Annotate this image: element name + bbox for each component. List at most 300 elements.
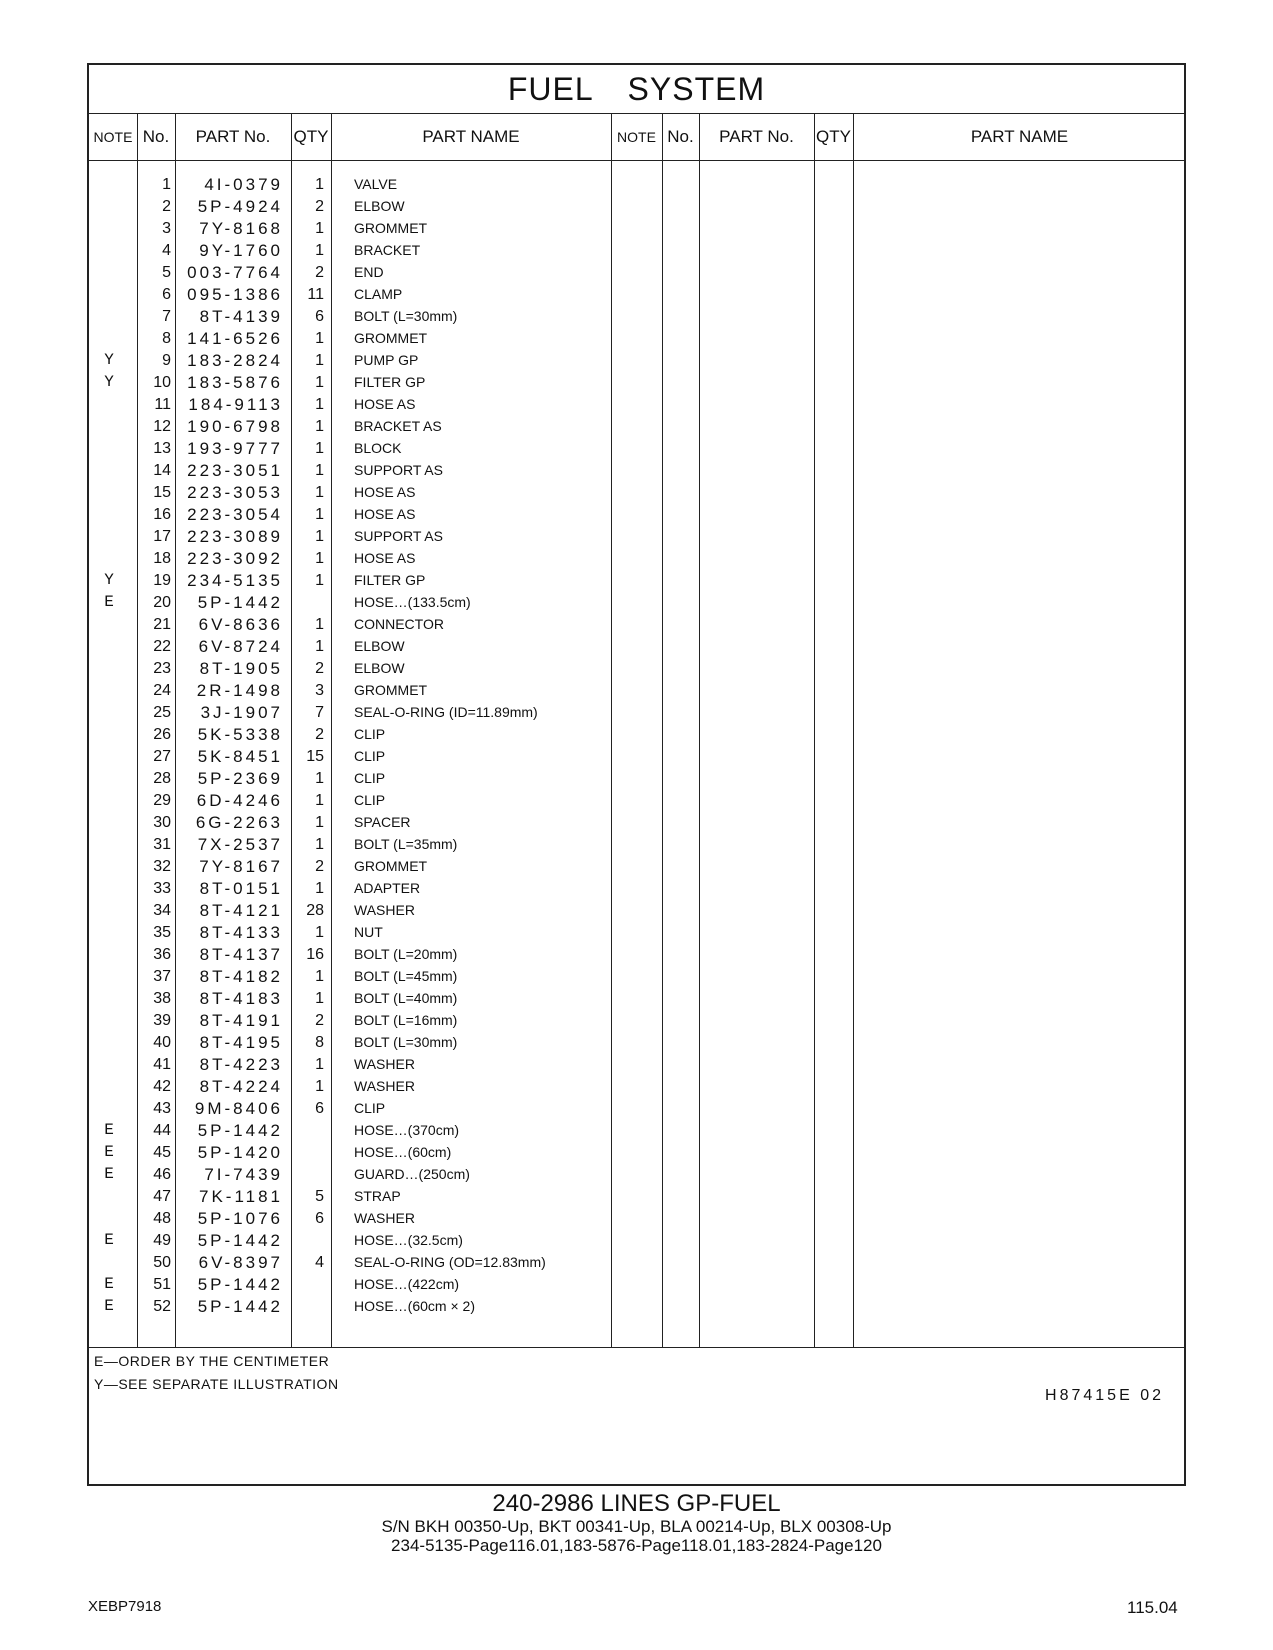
caption-serial-numbers: S/N BKH 00350-Up, BKT 00341-Up, BLA 00214-Up, BLX 00308-Up: [381, 1517, 892, 1536]
part-number-cell: 8T-4191: [199, 1011, 283, 1030]
quantity-cell: 1: [315, 506, 324, 523]
table-row: [89, 437, 611, 460]
quantity-cell: 6: [315, 1100, 324, 1117]
part-name-cell: HOSE…(422cm): [354, 1276, 460, 1292]
note-cell: [89, 701, 129, 724]
table-row: [89, 503, 611, 526]
quantity-cell: 1: [315, 836, 324, 853]
note-cell: Y: [104, 351, 114, 369]
item-number-cell: 15: [153, 484, 171, 501]
quantity-cell: 1: [315, 418, 324, 435]
table-row: [89, 349, 611, 372]
quantity-cell: 1: [315, 1056, 324, 1073]
item-number-cell: 40: [153, 1034, 171, 1051]
part-number-cell: 6V-8397: [198, 1253, 283, 1272]
part-name-cell: BOLT (L=16mm): [354, 1012, 458, 1028]
column-divider: [662, 113, 663, 1347]
part-number-cell: 7X-2537: [197, 835, 283, 854]
part-name-cell: CLIP: [354, 748, 386, 764]
part-number-cell: 8T-4133: [199, 923, 283, 942]
part-number-cell: 7Y-8167: [199, 857, 283, 876]
part-name-cell: BOLT (L=20mm): [354, 946, 458, 962]
note-cell: [89, 217, 129, 240]
item-number-cell: 7: [162, 308, 171, 325]
part-number-cell: 8T-4224: [199, 1077, 283, 1096]
item-number-cell: 3: [162, 220, 171, 237]
part-number-cell: 8T-4195: [199, 1033, 283, 1052]
note-cell: [89, 1031, 129, 1054]
note-cell: Y: [104, 571, 114, 589]
quantity-cell: 4: [315, 1254, 324, 1271]
part-name-cell: WASHER: [354, 1056, 415, 1072]
table-row: [89, 305, 611, 328]
part-number-cell: 8T-4182: [199, 967, 283, 986]
part-number-cell: 5P-1442: [197, 1275, 283, 1294]
quantity-cell: 1: [315, 374, 324, 391]
part-number-cell: 7I-7439: [204, 1165, 283, 1184]
quantity-cell: 6: [315, 308, 324, 325]
table-row: [89, 547, 611, 570]
note-cell: [89, 635, 129, 658]
quantity-cell: 1: [315, 770, 324, 787]
table-row: [89, 195, 611, 218]
header-note-right: NOTE: [617, 129, 656, 145]
quantity-cell: 16: [306, 946, 324, 963]
part-number-cell: 2R-1498: [196, 681, 283, 700]
quantity-cell: 1: [315, 880, 324, 897]
note-cell: [89, 481, 129, 504]
note-cell: [89, 613, 129, 636]
item-number-cell: 10: [153, 374, 171, 391]
part-number-cell: 8T-0151: [199, 879, 283, 898]
column-divider: [853, 113, 854, 1347]
part-number-cell: 3J-1907: [200, 703, 283, 722]
part-name-cell: HOSE…(60cm): [354, 1144, 452, 1160]
part-name-cell: BOLT (L=40mm): [354, 990, 458, 1006]
note-cell: E: [104, 1165, 114, 1183]
quantity-cell: 7: [315, 704, 324, 721]
note-cell: [89, 1251, 129, 1274]
table-row: [89, 591, 611, 614]
note-cell: [89, 855, 129, 878]
quantity-cell: 1: [315, 572, 324, 589]
note-cell: [89, 283, 129, 306]
quantity-cell: 15: [306, 748, 324, 765]
title-word-2: SYSTEM: [627, 71, 766, 107]
quantity-cell: 2: [315, 264, 324, 281]
table-row: [89, 679, 611, 702]
item-number-cell: 20: [153, 594, 171, 611]
item-number-cell: 9: [162, 352, 171, 369]
item-number-cell: 13: [153, 440, 171, 457]
table-row: [89, 1163, 611, 1186]
part-number-cell: 5P-1442: [197, 1297, 283, 1316]
part-name-cell: ADAPTER: [354, 880, 421, 896]
part-number-cell: 7Y-8168: [199, 219, 283, 238]
item-number-cell: 45: [153, 1144, 171, 1161]
note-cell: [89, 987, 129, 1010]
item-number-cell: 17: [153, 528, 171, 545]
quantity-cell: 2: [315, 1012, 324, 1029]
item-number-cell: 18: [153, 550, 171, 567]
note-cell: [89, 657, 129, 680]
part-number-cell: 223-3051: [187, 461, 283, 480]
note-cell: E: [104, 1143, 114, 1161]
part-name-cell: FILTER GP: [354, 572, 426, 588]
table-row: [89, 811, 611, 834]
header-partno-right: PART No.: [719, 127, 794, 146]
item-number-cell: 6: [162, 286, 171, 303]
quantity-cell: 28: [306, 902, 324, 919]
column-divider: [699, 113, 700, 1347]
table-row: [89, 1119, 611, 1142]
part-name-cell: SEAL-O-RING (OD=12.83mm): [354, 1254, 546, 1270]
item-number-cell: 32: [153, 858, 171, 875]
note-cell: [89, 503, 129, 526]
quantity-cell: 1: [315, 440, 324, 457]
part-number-cell: 223-3092: [187, 549, 283, 568]
table-row: [89, 569, 611, 592]
quantity-cell: 8: [315, 1034, 324, 1051]
item-number-cell: 34: [153, 902, 171, 919]
item-number-cell: 48: [153, 1210, 171, 1227]
note-cell: E: [104, 593, 114, 611]
item-number-cell: 30: [153, 814, 171, 831]
note-cell: [89, 1075, 129, 1098]
part-number-cell: 223-3054: [187, 505, 283, 524]
footnote-e: E—ORDER BY THE CENTIMETER: [94, 1353, 330, 1369]
part-name-cell: BOLT (L=30mm): [354, 1034, 458, 1050]
table-row: [89, 987, 611, 1010]
item-number-cell: 52: [153, 1298, 171, 1315]
quantity-cell: 6: [315, 1210, 324, 1227]
table-row: [89, 1097, 611, 1120]
item-number-cell: 21: [153, 616, 171, 633]
note-cell: [89, 679, 129, 702]
quantity-cell: [292, 1163, 324, 1186]
quantity-cell: 1: [315, 990, 324, 1007]
note-cell: [89, 305, 129, 328]
item-number-cell: 19: [153, 572, 171, 589]
table-row: [89, 745, 611, 768]
item-number-cell: 39: [153, 1012, 171, 1029]
table-row: [89, 1207, 611, 1230]
part-name-cell: CLIP: [354, 792, 386, 808]
table-row: [89, 327, 611, 350]
part-number-cell: 5P-1420: [197, 1143, 283, 1162]
note-cell: E: [104, 1231, 114, 1249]
part-number-cell: 8T-4137: [199, 945, 283, 964]
table-title: [89, 65, 1184, 114]
item-number-cell: 35: [153, 924, 171, 941]
part-name-cell: HOSE…(133.5cm): [354, 594, 471, 610]
item-number-cell: 43: [153, 1100, 171, 1117]
table-row: [89, 459, 611, 482]
item-number-cell: 11: [154, 396, 171, 413]
item-number-cell: 4: [162, 242, 171, 259]
part-name-cell: BRACKET: [354, 242, 421, 258]
table-row: [89, 1229, 611, 1252]
quantity-cell: 1: [315, 330, 324, 347]
quantity-cell: [292, 1119, 324, 1142]
part-name-cell: GROMMET: [354, 682, 428, 698]
part-name-cell: SUPPORT AS: [354, 528, 443, 544]
table-row: [89, 701, 611, 724]
note-cell: [89, 1185, 129, 1208]
table-row: [89, 833, 611, 856]
part-name-cell: GROMMET: [354, 330, 428, 346]
note-cell: [89, 921, 129, 944]
part-name-cell: SUPPORT AS: [354, 462, 443, 478]
item-number-cell: 49: [153, 1232, 171, 1249]
part-name-cell: GUARD…(250cm): [354, 1166, 470, 1182]
part-name-cell: FILTER GP: [354, 374, 426, 390]
part-number-cell: 5K-5338: [197, 725, 283, 744]
item-number-cell: 42: [153, 1078, 171, 1095]
table-row: [89, 1295, 611, 1318]
item-number-cell: 38: [153, 990, 171, 1007]
item-number-cell: 8: [162, 330, 171, 347]
part-name-cell: ELBOW: [354, 638, 405, 654]
part-name-cell: HOSE…(60cm × 2): [354, 1298, 475, 1314]
part-name-cell: SPACER: [354, 814, 411, 830]
quantity-cell: 1: [315, 242, 324, 259]
table-row: [89, 283, 611, 306]
quantity-cell: [292, 1295, 324, 1318]
part-name-cell: CLIP: [354, 726, 386, 742]
part-name-cell: STRAP: [354, 1188, 401, 1204]
note-cell: [89, 745, 129, 768]
title-word-1: FUEL: [507, 71, 594, 107]
part-number-cell: 183-5876: [187, 373, 283, 392]
quantity-cell: 1: [315, 396, 324, 413]
part-number-cell: 5P-4924: [197, 197, 283, 216]
note-cell: [89, 173, 129, 196]
item-number-cell: 1: [162, 176, 171, 193]
table-row: [89, 855, 611, 878]
part-name-cell: GROMMET: [354, 858, 428, 874]
note-cell: Y: [104, 373, 114, 391]
table-row: [89, 217, 611, 240]
note-cell: [89, 877, 129, 900]
table-row: [89, 371, 611, 394]
part-name-cell: ELBOW: [354, 660, 405, 676]
table-row: [89, 1251, 611, 1274]
part-name-cell: BOLT (L=30mm): [354, 308, 458, 324]
part-number-cell: 5K-8451: [197, 747, 283, 766]
quantity-cell: 1: [315, 220, 324, 237]
part-number-cell: 095-1386: [187, 285, 283, 304]
item-number-cell: 25: [153, 704, 171, 721]
part-name-cell: HOSE AS: [354, 396, 416, 412]
part-name-cell: HOSE AS: [354, 484, 416, 500]
part-number-cell: 6D-4246: [196, 791, 283, 810]
note-cell: [89, 327, 129, 350]
note-cell: [89, 723, 129, 746]
part-name-cell: END: [354, 264, 384, 280]
quantity-cell: 1: [315, 924, 324, 941]
item-number-cell: 24: [153, 682, 171, 699]
table-row: [89, 767, 611, 790]
quantity-cell: 1: [315, 550, 324, 567]
note-cell: [89, 261, 129, 284]
quantity-cell: 1: [315, 462, 324, 479]
item-number-cell: 41: [153, 1056, 171, 1073]
note-cell: [89, 833, 129, 856]
note-cell: [89, 415, 129, 438]
quantity-cell: 1: [315, 1078, 324, 1095]
part-number-cell: 9M-8406: [194, 1099, 283, 1118]
table-row: [89, 613, 611, 636]
part-name-cell: HOSE AS: [354, 506, 416, 522]
part-number-cell: 5P-1076: [197, 1209, 283, 1228]
part-number-cell: 6G-2263: [195, 813, 283, 832]
header-partname-right: PART NAME: [970, 127, 1069, 146]
note-cell: [89, 459, 129, 482]
part-number-cell: 6V-8724: [198, 637, 283, 656]
part-number-cell: 8T-4183: [199, 989, 283, 1008]
header-bottom-rule: [89, 160, 1184, 161]
quantity-cell: 1: [315, 176, 324, 193]
item-number-cell: 51: [153, 1276, 171, 1293]
part-name-cell: ELBOW: [354, 198, 405, 214]
part-number-cell: 003-7764: [187, 263, 283, 282]
table-row: [89, 877, 611, 900]
table-bottom-rule: [89, 1347, 1184, 1348]
note-cell: [89, 789, 129, 812]
part-name-cell: GROMMET: [354, 220, 428, 236]
table-row: [89, 965, 611, 988]
note-cell: E: [104, 1121, 114, 1139]
table-row: [89, 1075, 611, 1098]
table-row: [89, 1141, 611, 1164]
table-row: [89, 789, 611, 812]
quantity-cell: 2: [315, 726, 324, 743]
part-number-cell: 5P-1442: [197, 1231, 283, 1250]
quantity-cell: 3: [315, 682, 324, 699]
part-number-cell: 223-3089: [187, 527, 283, 546]
part-number-cell: 193-9777: [187, 439, 283, 458]
table-row: [89, 393, 611, 416]
table-row: [89, 1009, 611, 1032]
part-name-cell: CLAMP: [354, 286, 403, 302]
note-cell: [89, 767, 129, 790]
table-row: [89, 239, 611, 262]
part-number-cell: 5P-1442: [197, 1121, 283, 1140]
caption-group-title: 240-2986 LINES GP-FUEL: [492, 1490, 781, 1517]
item-number-cell: 37: [153, 968, 171, 985]
quantity-cell: [292, 1273, 324, 1296]
note-cell: E: [104, 1297, 114, 1315]
header-partno-left: PART No.: [195, 127, 271, 146]
note-cell: [89, 547, 129, 570]
table-row: [89, 173, 611, 196]
part-number-cell: 184-9113: [188, 395, 283, 414]
part-number-cell: 4I-0379: [204, 175, 283, 194]
item-number-cell: 31: [153, 836, 171, 853]
part-number-cell: 5P-1442: [197, 593, 283, 612]
part-number-cell: 183-2824: [187, 351, 283, 370]
note-cell: [89, 1053, 129, 1076]
note-cell: [89, 965, 129, 988]
part-number-cell: 8T-4139: [199, 307, 283, 326]
item-number-cell: 16: [153, 506, 171, 523]
table-row: [89, 1273, 611, 1296]
part-number-cell: 6V-8636: [198, 615, 283, 634]
note-cell: E: [104, 1275, 114, 1293]
item-number-cell: 14: [153, 462, 171, 479]
table-row: [89, 921, 611, 944]
item-number-cell: 50: [153, 1254, 171, 1271]
table-row: [89, 1053, 611, 1076]
item-number-cell: 33: [153, 880, 171, 897]
note-cell: [89, 811, 129, 834]
quantity-cell: 1: [315, 352, 324, 369]
part-name-cell: PUMP GP: [354, 352, 419, 368]
note-cell: [89, 437, 129, 460]
part-number-cell: 5P-2369: [197, 769, 283, 788]
quantity-cell: 1: [315, 484, 324, 501]
item-number-cell: 27: [153, 748, 171, 765]
quantity-cell: [292, 1141, 324, 1164]
table-row: [89, 1185, 611, 1208]
part-number-cell: 234-5135: [187, 571, 283, 590]
item-number-cell: 12: [153, 418, 171, 435]
part-number-cell: 190-6798: [187, 417, 283, 436]
part-number-cell: 8T-1905: [199, 659, 283, 678]
page-number: 115.04: [1127, 1598, 1178, 1617]
part-number-cell: 9Y-1760: [199, 241, 283, 260]
quantity-cell: 5: [315, 1188, 324, 1205]
item-number-cell: 29: [153, 792, 171, 809]
column-divider: [814, 113, 815, 1347]
note-cell: [89, 943, 129, 966]
part-name-cell: HOSE AS: [354, 550, 416, 566]
part-name-cell: BRACKET AS: [354, 418, 442, 434]
header-no-left: No.: [142, 127, 170, 146]
quantity-cell: 1: [315, 528, 324, 545]
part-name-cell: NUT: [354, 924, 383, 940]
note-cell: [89, 239, 129, 262]
note-cell: [89, 195, 129, 218]
note-cell: [89, 1207, 129, 1230]
header-no-right: No.: [667, 127, 694, 146]
part-name-cell: BOLT (L=35mm): [354, 836, 458, 852]
item-number-cell: 5: [162, 264, 171, 281]
quantity-cell: 1: [315, 638, 324, 655]
drawing-code: H87415E 02: [1045, 1387, 1164, 1404]
item-number-cell: 46: [153, 1166, 171, 1183]
item-number-cell: 22: [153, 638, 171, 655]
note-cell: [89, 899, 129, 922]
item-number-cell: 44: [153, 1122, 171, 1139]
part-number-cell: 7K-1181: [198, 1187, 283, 1206]
part-number-cell: 141-6526: [187, 329, 283, 348]
table-row: [89, 723, 611, 746]
quantity-cell: 2: [315, 858, 324, 875]
header-note-left: NOTE: [93, 129, 133, 145]
parts-table-frame: [87, 63, 1186, 1486]
table-row: [89, 635, 611, 658]
part-name-cell: WASHER: [354, 902, 415, 918]
note-cell: [89, 1009, 129, 1032]
header-qty-left: QTY: [293, 127, 329, 146]
caption-page-refs: 234-5135-Page116.01,183-5876-Page118.01,183-2824-Page120: [391, 1536, 882, 1555]
part-name-cell: BOLT (L=45mm): [354, 968, 458, 984]
item-number-cell: 28: [153, 770, 171, 787]
part-number-cell: 8T-4223: [199, 1055, 283, 1074]
quantity-cell: 1: [315, 616, 324, 633]
